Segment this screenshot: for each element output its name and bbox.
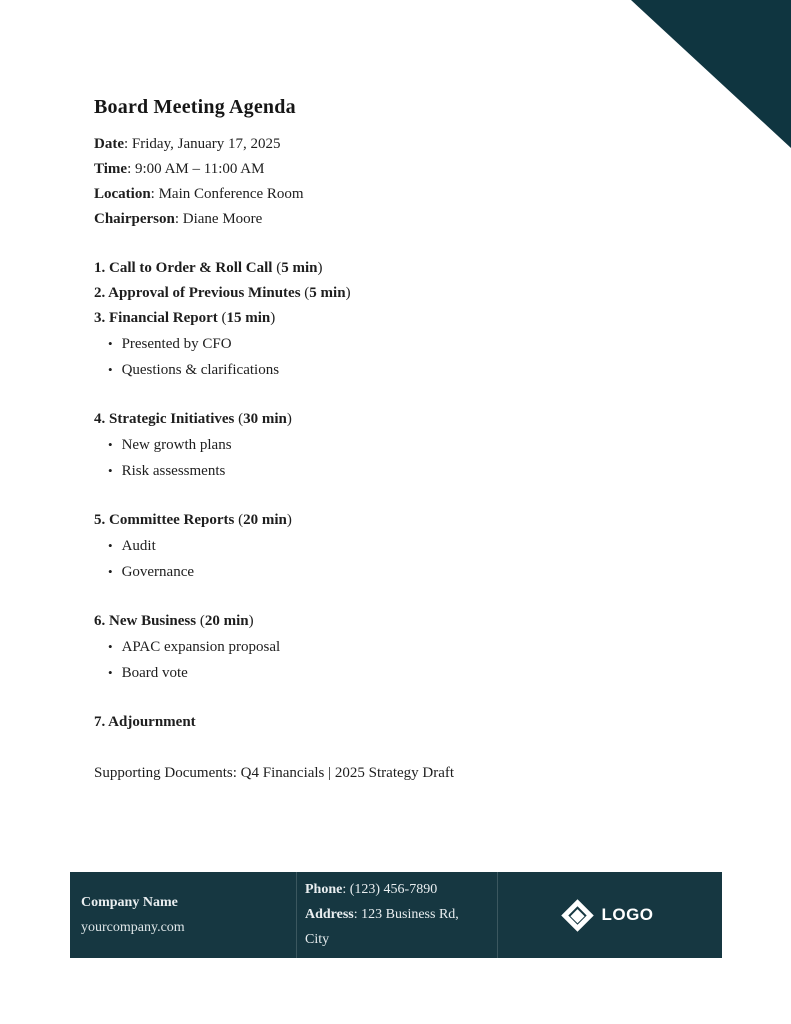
agenda-bullet: • Presented by CFO	[108, 336, 232, 352]
footer-address: Address: 123 Business Rd,	[305, 907, 459, 922]
bullet-icon: •	[108, 639, 113, 654]
meta-date: Date: Friday, January 17, 2025	[94, 136, 281, 152]
agenda-item-6: 6. New Business (20 min)	[94, 613, 254, 629]
bullet-icon: •	[108, 665, 113, 680]
bullet-icon: •	[108, 463, 113, 478]
agenda-bullet: • Board vote	[108, 665, 188, 681]
agenda-group-3	[94, 306, 731, 383]
agenda-item-7: 7. Adjournment	[94, 714, 196, 730]
agenda-bullet: • APAC expansion proposal	[108, 639, 281, 655]
meta-time: Time: 9:00 AM – 11:00 AM	[94, 161, 265, 177]
document-body	[94, 96, 731, 786]
agenda-group-6	[94, 609, 731, 686]
agenda-item-3: 3. Financial Report (15 min)	[94, 310, 276, 326]
agenda-group-4	[94, 407, 731, 484]
footer-address-line2: City	[305, 932, 330, 947]
meta-block	[94, 132, 731, 232]
bullet-icon: •	[108, 564, 113, 579]
agenda-bullet: • Audit	[108, 538, 156, 554]
bullet-icon: •	[108, 437, 113, 452]
page-title: Board Meeting Agenda	[94, 96, 296, 118]
bullet-icon: •	[108, 362, 113, 377]
diamond-logo-icon	[562, 899, 595, 932]
company-name: Company Name	[81, 895, 178, 910]
logo-text: LOGO	[601, 905, 654, 924]
bullet-icon: •	[108, 538, 113, 553]
bullet-icon: •	[108, 336, 113, 351]
agenda-list	[94, 256, 731, 735]
footer-company-block	[70, 872, 296, 958]
agenda-item-1: 1. Call to Order & Roll Call (5 min)	[94, 260, 323, 276]
agenda-bullet: • Governance	[108, 564, 195, 580]
footer-bar	[70, 872, 722, 958]
meta-location: Location: Main Conference Room	[94, 186, 304, 202]
footer-phone: Phone: (123) 456-7890	[305, 882, 438, 897]
meta-chairperson: Chairperson: Diane Moore	[94, 211, 263, 227]
footer-logo-block	[497, 872, 722, 958]
footer-contact-block	[296, 872, 497, 958]
agenda-item-2: 2. Approval of Previous Minutes (5 min)	[94, 285, 351, 301]
supporting-documents: Supporting Documents: Q4 Financials | 2025 Strategy Draft	[94, 765, 455, 781]
company-website: yourcompany.com	[81, 920, 185, 935]
agenda-bullet: • New growth plans	[108, 437, 232, 453]
agenda-bullet: • Risk assessments	[108, 463, 226, 479]
agenda-bullet: • Questions & clarifications	[108, 362, 280, 378]
agenda-group-5	[94, 508, 731, 585]
agenda-item-4: 4. Strategic Initiatives (30 min)	[94, 411, 292, 427]
agenda-item-5: 5. Committee Reports (20 min)	[94, 512, 292, 528]
